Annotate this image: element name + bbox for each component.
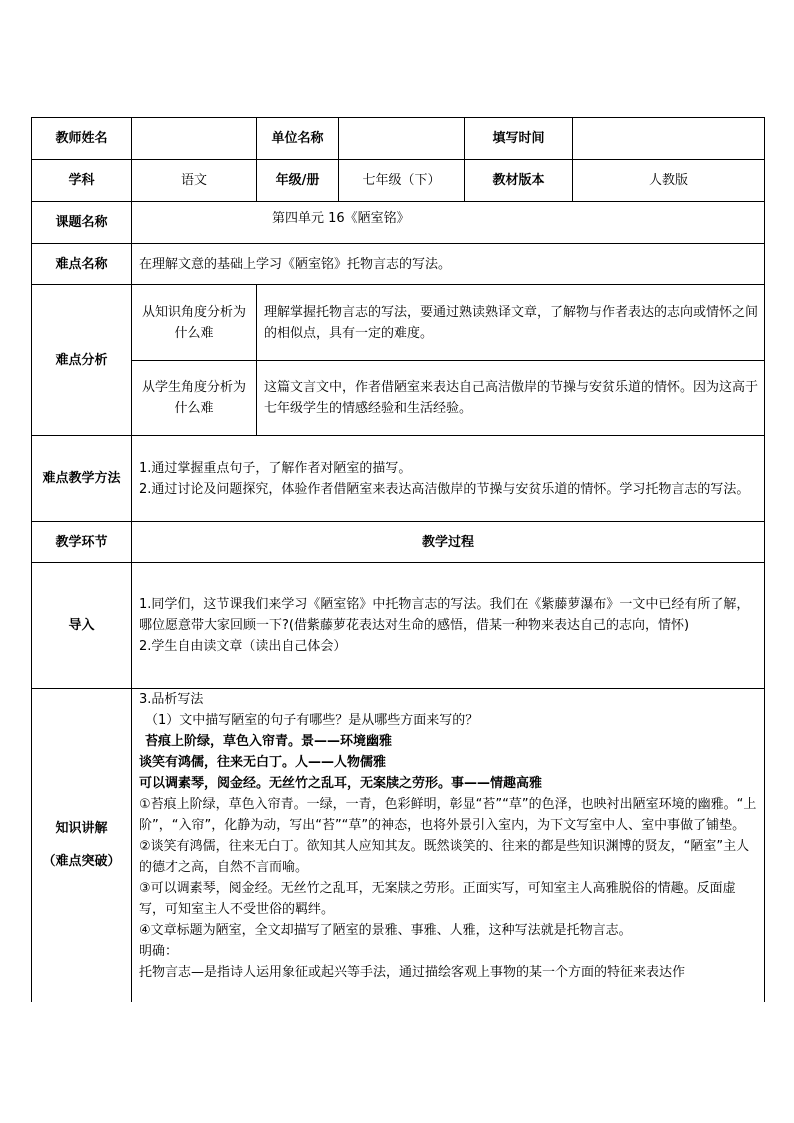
topic-label: 课题名称 <box>32 202 132 244</box>
unit-name-value <box>339 118 465 160</box>
knowledge-line-1: 3.品析写法 <box>139 692 204 707</box>
student-angle-label: 从学生角度分析为什么难 <box>132 361 257 436</box>
fill-time-value <box>573 118 765 160</box>
knowledge-line-4: 谈笑有鸿儒，往来无白丁。人——人物儒雅 <box>139 755 387 770</box>
subject-value: 语文 <box>132 160 257 202</box>
analysis-row-knowledge <box>32 285 765 361</box>
intro-text <box>132 563 765 689</box>
intro-row <box>32 563 765 689</box>
header-row-1 <box>32 118 765 160</box>
unit-name-label: 单位名称 <box>257 118 339 160</box>
teaching-step-label: 教学环节 <box>32 522 132 563</box>
method-line-1: 1.通过掌握重点句子，了解作者对陋室的描写。 <box>139 460 412 476</box>
grade-label: 年级/册 <box>257 160 339 202</box>
knowledge-line-11: 托物言志—是指诗人运用象征或起兴等手法，通过描绘客观上事物的某一个方面的特征来表达作 <box>139 965 686 980</box>
method-line-2: 2.通过讨论及问题探究，体验作者借陋室来表达高洁傲岸的节操与安贫乐道的情怀。学习托物言志的写法。 <box>139 481 750 497</box>
intro-label: 导入 <box>32 563 132 689</box>
difficulty-value: 在理解文意的基础上学习《陋室铭》托物言志的写法。 <box>132 244 765 285</box>
subject-label: 学科 <box>32 160 132 202</box>
knowledge-label-cell <box>32 689 132 1002</box>
topic-value: 第四单元 16《陋室铭》 <box>132 202 765 244</box>
knowledge-label: 知识讲解 <box>55 821 108 837</box>
teacher-name-value <box>132 118 257 160</box>
knowledge-row <box>32 689 765 1002</box>
method-row <box>32 436 765 522</box>
difficulty-label: 难点名称 <box>32 244 132 285</box>
header-row-2 <box>32 160 765 202</box>
fill-time-label: 填写时间 <box>465 118 573 160</box>
knowledge-line-8: ③可以调素琴，阅金经。无丝竹之乱耳，无案牍之劳形。正面实写，可知室主人高雅脱俗的情趣。反面虚写，可知室主人不受世俗的羁绊。 <box>139 881 736 917</box>
process-header-row <box>32 522 765 563</box>
knowledge-line-5: 可以调素琴，阅金经。无丝竹之乱耳，无案牍之劳形。事——情趣高雅 <box>139 776 543 791</box>
grade-value: 七年级（下） <box>339 160 465 202</box>
difficulty-row <box>32 244 765 285</box>
method-label: 难点教学方法 <box>32 436 132 522</box>
student-angle-text: 这篇文言文中，作者借陋室来表达自己高洁傲岸的节操与安贫乐道的情怀。因为这高于七年级学生的情感经验和生活经验。 <box>257 361 765 436</box>
knowledge-angle-text: 理解掌握托物言志的写法，要通过熟读熟译文章，了解物与作者表达的志向或情怀之间的相似点，具有一定的难度。 <box>257 285 765 361</box>
knowledge-line-6: ①苔痕上阶绿，草色入帘青。一绿，一青，色彩鲜明，彰显“苔”“草”的色泽，也映衬出陋室环境的幽雅。“上阶”，“入帘”，化静为动，写出“苔”“草”的神态，也将外景引入室内，为下文写室中人、室中事做了铺垫。 <box>139 797 757 833</box>
knowledge-text <box>132 689 765 1002</box>
knowledge-angle-label: 从知识角度分析为什么难 <box>132 285 257 361</box>
knowledge-sublabel: （难点突破） <box>42 854 121 870</box>
method-text <box>132 436 765 522</box>
textbook-value: 人教版 <box>573 160 765 202</box>
knowledge-line-7: ②谈笑有鸿儒，往来无白丁。欲知其人应知其友。既然谈笑的、往来的都是些知识渊博的贤友，“陋室”主人的德才之高，自然不言而喻。 <box>139 839 750 875</box>
knowledge-line-3: 苔痕上阶绿，草色入帘青。景——环境幽雅 <box>145 734 393 749</box>
intro-line-1: 1.同学们，这节课我们来学习《陋室铭》中托物言志的写法。我们在《紫藤萝瀑布》一文中已经有所了解，哪位愿意带大家回顾一下?(借紫藤萝花表达对生命的感悟，借某一种物来表达自己的志向，情怀) <box>139 597 750 633</box>
knowledge-line-10: 明确： <box>139 944 179 959</box>
teaching-process-label: 教学过程 <box>132 522 765 563</box>
knowledge-line-2: （1）文中描写陋室的句子有哪些？是从哪些方面来写的？ <box>145 713 479 728</box>
teacher-name-label: 教师姓名 <box>32 118 132 160</box>
analysis-row-student <box>32 361 765 436</box>
analysis-label: 难点分析 <box>32 285 132 436</box>
topic-row <box>32 202 765 244</box>
intro-line-2: 2.学生自由读文章（读出自己体会） <box>139 639 347 654</box>
textbook-label: 教材版本 <box>465 160 573 202</box>
knowledge-line-9: ④文章标题为陋室，全文却描写了陋室的景雅、事雅、人雅，这种写法就是托物言志。 <box>139 923 632 938</box>
lesson-plan-table <box>31 117 765 1002</box>
